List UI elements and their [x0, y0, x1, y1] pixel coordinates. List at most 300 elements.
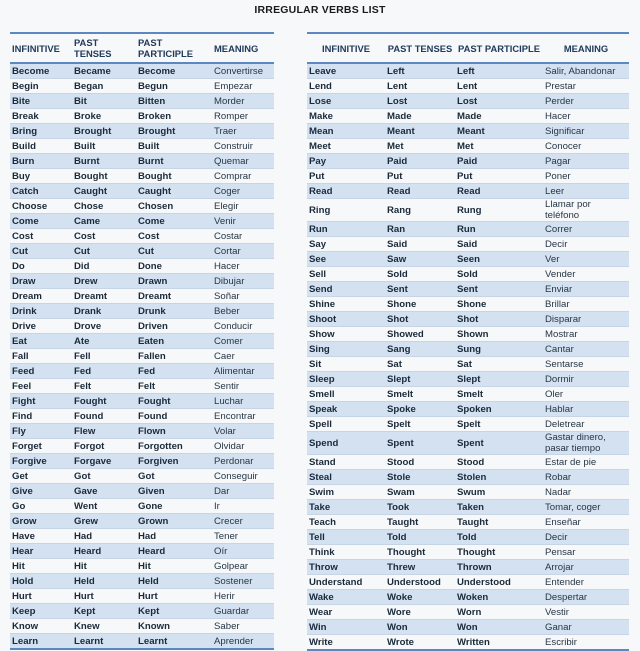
cell-meaning: Coger: [212, 184, 274, 199]
cell-past-tense: Brought: [72, 124, 136, 139]
cell-meaning: Mostrar: [543, 327, 629, 342]
cell-infinitive: Steal: [307, 470, 385, 485]
table-row: [10, 439, 274, 454]
cell-meaning: Comer: [212, 334, 274, 349]
table-row: [10, 334, 274, 349]
cell-meaning: Sostener: [212, 574, 274, 589]
cell-past-tense: Bit: [72, 94, 136, 109]
cell-past-tense: Gave: [72, 484, 136, 499]
table-row: [10, 124, 274, 139]
cell-past-participle: Kept: [136, 604, 212, 619]
cell-past-participle: Hurt: [136, 589, 212, 604]
cell-meaning: Crecer: [212, 514, 274, 529]
cell-meaning: Luchar: [212, 394, 274, 409]
cell-past-participle: Sent: [455, 282, 543, 297]
table-row: [10, 604, 274, 619]
cell-infinitive: Do: [10, 259, 72, 274]
cell-past-tense: Got: [72, 469, 136, 484]
cell-meaning: Deletrear: [543, 417, 629, 432]
cell-infinitive: Spell: [307, 417, 385, 432]
cell-meaning: Vender: [543, 267, 629, 282]
cell-meaning: Ver: [543, 252, 629, 267]
table-row: [307, 387, 629, 402]
cell-infinitive: Give: [10, 484, 72, 499]
table-row: [307, 237, 629, 252]
cell-meaning: Comprar: [212, 169, 274, 184]
table-row: [307, 485, 629, 500]
cell-past-participle: Read: [455, 184, 543, 199]
cell-infinitive: Drive: [10, 319, 72, 334]
table-row: [307, 109, 629, 124]
table-row: [307, 169, 629, 184]
cell-past-participle: Heard: [136, 544, 212, 559]
cell-past-participle: Cut: [136, 244, 212, 259]
cell-meaning: Morder: [212, 94, 274, 109]
cell-past-participle: Dreamt: [136, 289, 212, 304]
cell-meaning: Convertirse: [212, 63, 274, 79]
cell-past-tense: Sang: [385, 342, 455, 357]
cell-infinitive: Have: [10, 529, 72, 544]
cell-meaning: Despertar: [543, 590, 629, 605]
table-row: [10, 394, 274, 409]
cell-infinitive: Begin: [10, 79, 72, 94]
cell-meaning: Olvidar: [212, 439, 274, 454]
cell-past-participle: Broken: [136, 109, 212, 124]
cell-infinitive: Read: [307, 184, 385, 199]
cell-meaning: Leer: [543, 184, 629, 199]
table-row: [307, 139, 629, 154]
cell-past-participle: Drunk: [136, 304, 212, 319]
cell-infinitive: Sing: [307, 342, 385, 357]
cell-past-tense: Forgave: [72, 454, 136, 469]
header-meaning: MEANING: [543, 33, 629, 63]
cell-past-tense: Flew: [72, 424, 136, 439]
cell-infinitive: Write: [307, 635, 385, 651]
cell-past-participle: Stood: [455, 455, 543, 470]
cell-meaning: Dibujar: [212, 274, 274, 289]
cell-infinitive: Put: [307, 169, 385, 184]
cell-past-participle: Felt: [136, 379, 212, 394]
table-row: [307, 417, 629, 432]
cell-past-tense: Came: [72, 214, 136, 229]
cell-infinitive: Fall: [10, 349, 72, 364]
cell-past-tense: Met: [385, 139, 455, 154]
cell-infinitive: Burn: [10, 154, 72, 169]
cell-infinitive: Cut: [10, 244, 72, 259]
cell-past-participle: Drawn: [136, 274, 212, 289]
cell-meaning: Beber: [212, 304, 274, 319]
cell-infinitive: Ring: [307, 199, 385, 222]
cell-past-tense: Left: [385, 63, 455, 79]
cell-past-participle: Rung: [455, 199, 543, 222]
cell-meaning: Enseñar: [543, 515, 629, 530]
cell-past-tense: Made: [385, 109, 455, 124]
cell-infinitive: Teach: [307, 515, 385, 530]
cell-meaning: Enviar: [543, 282, 629, 297]
cell-past-tense: Smelt: [385, 387, 455, 402]
cell-past-participle: Left: [455, 63, 543, 79]
cell-meaning: Hacer: [212, 259, 274, 274]
cell-past-participle: Given: [136, 484, 212, 499]
cell-infinitive: Sell: [307, 267, 385, 282]
cell-past-participle: Shown: [455, 327, 543, 342]
cell-past-tense: Took: [385, 500, 455, 515]
table-row: [307, 515, 629, 530]
cell-infinitive: Take: [307, 500, 385, 515]
cell-past-participle: Taken: [455, 500, 543, 515]
table-row: [307, 222, 629, 237]
header-past-participle: PAST PARTICIPLE: [455, 33, 543, 63]
cell-infinitive: Bring: [10, 124, 72, 139]
table-row: [307, 79, 629, 94]
cell-past-participle: Lent: [455, 79, 543, 94]
table-row: [307, 252, 629, 267]
cell-past-participle: Done: [136, 259, 212, 274]
cell-past-tense: Did: [72, 259, 136, 274]
cell-past-participle: Driven: [136, 319, 212, 334]
cell-meaning: Arrojar: [543, 560, 629, 575]
cell-past-participle: Spelt: [455, 417, 543, 432]
table-row: [307, 312, 629, 327]
cell-infinitive: Go: [10, 499, 72, 514]
cell-meaning: Ir: [212, 499, 274, 514]
table-row: [10, 214, 274, 229]
cell-past-participle: Known: [136, 619, 212, 634]
table-row: [10, 544, 274, 559]
cell-infinitive: Think: [307, 545, 385, 560]
cell-meaning: Perder: [543, 94, 629, 109]
cell-past-tense: Woke: [385, 590, 455, 605]
cell-past-tense: Knew: [72, 619, 136, 634]
cell-past-participle: Stolen: [455, 470, 543, 485]
cell-past-tense: Swam: [385, 485, 455, 500]
table-row: [10, 63, 274, 79]
cell-meaning: Soñar: [212, 289, 274, 304]
table-row: [10, 184, 274, 199]
cell-infinitive: Eat: [10, 334, 72, 349]
cell-infinitive: Come: [10, 214, 72, 229]
table-row: [10, 94, 274, 109]
cell-past-tense: Slept: [385, 372, 455, 387]
cell-infinitive: See: [307, 252, 385, 267]
cell-past-participle: Got: [136, 469, 212, 484]
cell-past-tense: Put: [385, 169, 455, 184]
table-row: [10, 589, 274, 604]
cell-past-participle: Gone: [136, 499, 212, 514]
table-row: [10, 169, 274, 184]
table-row: [307, 590, 629, 605]
table-row: [307, 267, 629, 282]
cell-infinitive: Understand: [307, 575, 385, 590]
table-row: [10, 559, 274, 574]
header-infinitive: INFINITIVE: [307, 33, 385, 63]
cell-past-participle: Bought: [136, 169, 212, 184]
cell-past-participle: Thought: [455, 545, 543, 560]
cell-meaning: Hablar: [543, 402, 629, 417]
cell-infinitive: Get: [10, 469, 72, 484]
table-row: [307, 94, 629, 109]
table-row: [307, 545, 629, 560]
cell-past-participle: Built: [136, 139, 212, 154]
table-row: [307, 402, 629, 417]
table-row: [307, 575, 629, 590]
table-row: [307, 342, 629, 357]
cell-past-participle: Fought: [136, 394, 212, 409]
cell-past-participle: Written: [455, 635, 543, 651]
cell-past-participle: Sat: [455, 357, 543, 372]
cell-past-participle: Thrown: [455, 560, 543, 575]
table-row: [307, 635, 629, 651]
cell-past-participle: Spent: [455, 432, 543, 455]
cell-infinitive: Fight: [10, 394, 72, 409]
cell-past-tense: Told: [385, 530, 455, 545]
table-row: [10, 379, 274, 394]
cell-infinitive: Lose: [307, 94, 385, 109]
cell-past-tense: Won: [385, 620, 455, 635]
cell-meaning: Conseguir: [212, 469, 274, 484]
cell-meaning: Correr: [543, 222, 629, 237]
cell-past-participle: Slept: [455, 372, 543, 387]
table-row: [307, 432, 629, 455]
table-row: [307, 184, 629, 199]
cell-past-participle: Spoken: [455, 402, 543, 417]
table-row: [10, 499, 274, 514]
table-row: [307, 530, 629, 545]
cell-meaning: Conducir: [212, 319, 274, 334]
cell-infinitive: Say: [307, 237, 385, 252]
cell-past-tense: Lost: [385, 94, 455, 109]
cell-past-tense: Shone: [385, 297, 455, 312]
cell-meaning: Vestir: [543, 605, 629, 620]
table-row: [307, 470, 629, 485]
cell-past-tense: Paid: [385, 154, 455, 169]
table-row: [10, 349, 274, 364]
cell-past-participle: Become: [136, 63, 212, 79]
header-past-participle: PAST PARTICIPLE: [136, 33, 212, 63]
cell-past-participle: Worn: [455, 605, 543, 620]
cell-meaning: Aprender: [212, 634, 274, 650]
cell-meaning: Conocer: [543, 139, 629, 154]
cell-infinitive: Sleep: [307, 372, 385, 387]
cell-infinitive: Sit: [307, 357, 385, 372]
cell-past-tense: Threw: [385, 560, 455, 575]
cell-meaning: Cantar: [543, 342, 629, 357]
cell-past-participle: Told: [455, 530, 543, 545]
table-row: [10, 289, 274, 304]
table-row: [10, 199, 274, 214]
cell-infinitive: Grow: [10, 514, 72, 529]
cell-infinitive: Learn: [10, 634, 72, 650]
cell-past-tense: Rang: [385, 199, 455, 222]
table-row: [10, 574, 274, 589]
cell-past-tense: Sent: [385, 282, 455, 297]
table-row: [10, 304, 274, 319]
cell-meaning: Hacer: [543, 109, 629, 124]
cell-past-participle: Caught: [136, 184, 212, 199]
cell-infinitive: Stand: [307, 455, 385, 470]
cell-past-tense: Fell: [72, 349, 136, 364]
cell-meaning: Oler: [543, 387, 629, 402]
cell-meaning: Estar de pie: [543, 455, 629, 470]
cell-past-tense: Wrote: [385, 635, 455, 651]
cell-past-participle: Lost: [455, 94, 543, 109]
cell-infinitive: Drink: [10, 304, 72, 319]
cell-past-participle: Come: [136, 214, 212, 229]
table-row: [10, 139, 274, 154]
cell-meaning: Herir: [212, 589, 274, 604]
cell-meaning: Llamar por teléfono: [543, 199, 629, 222]
cell-past-tense: Held: [72, 574, 136, 589]
cell-past-tense: Heard: [72, 544, 136, 559]
cell-past-participle: Found: [136, 409, 212, 424]
cell-past-participle: Paid: [455, 154, 543, 169]
header-infinitive: INFINITIVE: [10, 33, 72, 63]
cell-infinitive: Show: [307, 327, 385, 342]
cell-infinitive: Keep: [10, 604, 72, 619]
cell-past-tense: Sold: [385, 267, 455, 282]
cell-past-participle: Swum: [455, 485, 543, 500]
cell-past-participle: Understood: [455, 575, 543, 590]
cell-past-tense: Began: [72, 79, 136, 94]
table-row: [10, 634, 274, 650]
cell-past-participle: Shot: [455, 312, 543, 327]
table-row: [307, 620, 629, 635]
cell-past-tense: Kept: [72, 604, 136, 619]
cell-past-participle: Taught: [455, 515, 543, 530]
cell-infinitive: Shine: [307, 297, 385, 312]
cell-past-participle: Held: [136, 574, 212, 589]
cell-past-tense: Sat: [385, 357, 455, 372]
table-row: [307, 154, 629, 169]
cell-meaning: Gastar dinero, pasar tiempo: [543, 432, 629, 455]
cell-meaning: Pagar: [543, 154, 629, 169]
cell-past-participle: Said: [455, 237, 543, 252]
cell-infinitive: Know: [10, 619, 72, 634]
cell-meaning: Golpear: [212, 559, 274, 574]
cell-meaning: Decir: [543, 237, 629, 252]
table-row: [307, 455, 629, 470]
cell-past-tense: Built: [72, 139, 136, 154]
cell-past-tense: Fed: [72, 364, 136, 379]
cell-past-participle: Burnt: [136, 154, 212, 169]
table-row: [10, 259, 274, 274]
cell-meaning: Cortar: [212, 244, 274, 259]
cell-past-tense: Bought: [72, 169, 136, 184]
table-row: [307, 297, 629, 312]
cell-infinitive: Catch: [10, 184, 72, 199]
cell-infinitive: Find: [10, 409, 72, 424]
cell-infinitive: Bite: [10, 94, 72, 109]
table-row: [10, 229, 274, 244]
cell-past-tense: Shot: [385, 312, 455, 327]
cell-past-participle: Meant: [455, 124, 543, 139]
cell-meaning: Traer: [212, 124, 274, 139]
cell-meaning: Dar: [212, 484, 274, 499]
cell-meaning: Disparar: [543, 312, 629, 327]
header-past-tenses: PAST TENSES: [385, 33, 455, 63]
cell-past-participle: Fed: [136, 364, 212, 379]
cell-past-participle: Brought: [136, 124, 212, 139]
cell-infinitive: Hold: [10, 574, 72, 589]
cell-meaning: Caer: [212, 349, 274, 364]
cell-past-tense: Cut: [72, 244, 136, 259]
cell-past-tense: Went: [72, 499, 136, 514]
cell-past-tense: Hurt: [72, 589, 136, 604]
header-meaning: MEANING: [212, 33, 274, 63]
table-row: [307, 605, 629, 620]
cell-meaning: Oír: [212, 544, 274, 559]
table-row: [307, 199, 629, 222]
cell-past-tense: Drank: [72, 304, 136, 319]
table-row: [10, 364, 274, 379]
cell-infinitive: Choose: [10, 199, 72, 214]
cell-meaning: Sentarse: [543, 357, 629, 372]
cell-infinitive: Speak: [307, 402, 385, 417]
cell-past-tense: Ate: [72, 334, 136, 349]
cell-past-participle: Seen: [455, 252, 543, 267]
cell-meaning: Romper: [212, 109, 274, 124]
cell-meaning: Entender: [543, 575, 629, 590]
cell-meaning: Escribir: [543, 635, 629, 651]
cell-infinitive: Send: [307, 282, 385, 297]
table-row: [307, 327, 629, 342]
cell-past-tense: Stood: [385, 455, 455, 470]
header-row: [307, 33, 629, 63]
cell-past-tense: Stole: [385, 470, 455, 485]
cell-past-tense: Meant: [385, 124, 455, 139]
cell-meaning: Encontrar: [212, 409, 274, 424]
cell-infinitive: Draw: [10, 274, 72, 289]
cell-meaning: Perdonar: [212, 454, 274, 469]
cell-past-tense: Burnt: [72, 154, 136, 169]
cell-meaning: Pensar: [543, 545, 629, 560]
table-row: [10, 409, 274, 424]
cell-meaning: Saber: [212, 619, 274, 634]
cell-past-tense: Taught: [385, 515, 455, 530]
table-row: [307, 124, 629, 139]
cell-past-tense: Fought: [72, 394, 136, 409]
table-row: [10, 244, 274, 259]
cell-past-participle: Chosen: [136, 199, 212, 214]
table-row: [307, 282, 629, 297]
table-row: [307, 63, 629, 79]
cell-past-tense: Ran: [385, 222, 455, 237]
cell-meaning: Volar: [212, 424, 274, 439]
cell-infinitive: Run: [307, 222, 385, 237]
cell-meaning: Salir, Abandonar: [543, 63, 629, 79]
header-past-tenses: PAST TENSES: [72, 33, 136, 63]
cell-infinitive: Feed: [10, 364, 72, 379]
page-title: IRREGULAR VERBS LIST: [254, 4, 386, 16]
cell-past-participle: Cost: [136, 229, 212, 244]
cell-meaning: Nadar: [543, 485, 629, 500]
table-row: [307, 500, 629, 515]
cell-past-participle: Made: [455, 109, 543, 124]
table-row: [10, 529, 274, 544]
cell-infinitive: Mean: [307, 124, 385, 139]
cell-infinitive: Meet: [307, 139, 385, 154]
table-row: [10, 154, 274, 169]
cell-meaning: Costar: [212, 229, 274, 244]
cell-past-tense: Drew: [72, 274, 136, 289]
cell-past-tense: Felt: [72, 379, 136, 394]
cell-meaning: Alimentar: [212, 364, 274, 379]
table-row: [307, 372, 629, 387]
cell-meaning: Poner: [543, 169, 629, 184]
table-row: [307, 357, 629, 372]
cell-infinitive: Win: [307, 620, 385, 635]
cell-past-participle: Learnt: [136, 634, 212, 650]
